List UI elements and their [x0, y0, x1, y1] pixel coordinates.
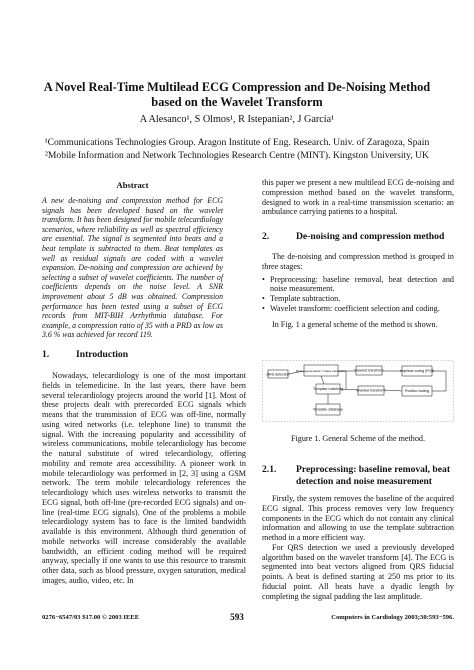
- beat-segmentation-label: Beat segmentation / Noise estimation: [296, 368, 346, 373]
- title-line-2: based on the Wavelet Transform: [151, 95, 323, 109]
- wavelet-transform-label-1: Wavelet transform: [354, 368, 384, 373]
- template-database-label: Template database: [312, 407, 344, 412]
- position-coding-label: Position coding: [404, 389, 430, 393]
- affiliations: [20, 137, 454, 162]
- title-line-1: A Novel Real-Time Multilead ECG Compression and De-Noising Method: [43, 80, 431, 94]
- right-column-intro: [262, 178, 454, 217]
- authors: A Alesanco¹, S Olmos¹, R Istepanian², J García¹: [139, 114, 335, 125]
- section-1-paragraph: Nowadays, telecardiology is one of the most important fields in telemedicine. In the last years, there have been several telecardiology projects around the world [1]. Most of these projects dealt with prerecorded ECG signals which means that the transmission of ECG was off-line, normally using wired networks (i.e. telephone line) to transmit the signal. With the increasing popularity and accessibility of wireless communications, mobile telecardiology has become the natural substitute of wired telecardiology, offering mobility and remote area accessibility. A pioneer work in mobile telecardiology was performed in [2, 3] using a GSM network. The term mobile telecardiology references the telecardiology which uses wireless networks to transmit the ECG signal, both off-line (pre-recorded ECG signals) and on-line (real-time ECG signals). One of the problems a mobile telecardiology system has to face is the limited bandwidth available is this environment. Although third generation of mobile networks will increase considerably the available bandwidth, an efficient coding method will be required anyway, specially if one wants to use this resource to transmit other data, such as blood pressure, oxygen saturation, medical images, audio, video, etc. In: [42, 371, 246, 585]
- affiliation-1: ¹Communications Technologies Group. Aragon Institute of Eng. Research. Univ. of Zaragoza, Spain: [44, 137, 430, 148]
- abstract-heading: Abstract: [116, 180, 149, 190]
- footer-citation: Computers in Cardiology 2003;30:593−596.: [331, 614, 454, 621]
- qrs-detection-label: QRS detection: [266, 372, 290, 377]
- affiliation-2: ²Mobile Information and Network Technologies Research Centre (MINT). Kingston University, UK: [44, 149, 429, 161]
- intro-continuation: this paper we present a new multilead ECG de-noising and compression method based on the wavelet transform, designed to work in a real-time transmission scenario: an ambulance carrying patients to a hospital.: [262, 178, 454, 217]
- section-2-heading: [262, 231, 454, 243]
- list-item-text: Template subtraction.: [270, 294, 341, 303]
- footer-copyright: 0276−6547/03 $17.00 © 2003 IEEE: [42, 614, 140, 621]
- abstract-text: A new de-noising and compression method for ECG signals has been developed based on the wavelet transform. It has been designed for mobile telecardiology scenarios, where reliability as well as spectral efficiency are essential. The signal is segmented into beats and a beat template is subtracted to them. Beat templates as well as residual signals are coded with a wavelet expansion. De-noising and compression are achieved by selecting a subset of wavelet coefficients. The number of coefficients depends on the noise level. A SNR improvement about 5 dB was obtained. Compression performance has been tested using a subset of ECG records from MIT-BIH Arrhythmia database. For example, a compression ratio of 35 with a PRD as low as 3.6 % was achieved for record 119.: [42, 196, 223, 340]
- section-2-number: 2.: [262, 231, 270, 242]
- section-2-title: De-noising and compression method: [296, 231, 445, 242]
- section-2-body: [262, 252, 454, 329]
- section-2-1-paragraph-2: For QRS detection we used a previously developed algorithm based on the wavelet transform [4]. The ECG is segmented into beat vectors aligned from QRS fiducial points. A beat is defined starting at 250 ms prior to its fiducial point. All beats have a dyadic length by completing the signal padding the last amplitude.: [262, 542, 454, 601]
- section-1-body: [42, 371, 246, 586]
- section-1-heading: [42, 349, 246, 361]
- section-2-1-number: 2.1.: [262, 464, 277, 475]
- section-2-1-title: Preprocessing: baseline removal, beat detection and noise measurement: [296, 464, 451, 487]
- paper-title: [20, 80, 454, 110]
- figure-1-diagram: [262, 360, 454, 422]
- stage-list: [262, 275, 454, 314]
- figure-reference: In Fig. 1 a general scheme of the method is shown.: [272, 319, 438, 329]
- section-2-paragraph: The de-noising and compression method is grouped in three stages:: [262, 252, 454, 271]
- list-item: • Preprocessing: baseline removal, beat detection and noise measurement.: [262, 274, 454, 294]
- wavelet-transform-label-2: Wavelet transform: [356, 388, 386, 393]
- list-item-text: Wavelet transform: coefficient selection and coding.: [270, 303, 440, 313]
- section-2-1-body: [262, 494, 454, 601]
- template-matching-label: Template matching: [312, 387, 344, 391]
- amplitude-coding-label: Amplitude coding (PCM): [399, 369, 435, 373]
- section-2-1-heading: [262, 464, 454, 487]
- list-item: • Wavelet transform: coefficient selection and coding.: [262, 303, 440, 313]
- page-number: 593: [230, 612, 244, 622]
- list-item-text: Preprocessing: baseline removal, beat detection and noise measurement.: [270, 274, 454, 294]
- list-item: • Template subtraction.: [262, 294, 341, 303]
- section-1-title: Introduction: [76, 349, 129, 360]
- section-1-number: 1.: [42, 349, 50, 360]
- section-2-1-paragraph-1: Firstly, the system removes the baseline of the acquired ECG signal. This process removes very low frequency components in the ECG which do not contain any clinical information and allowing to use the template subtraction method in a more efficient way.: [262, 494, 454, 542]
- figure-1-caption: Figure 1. General Scheme of the method.: [290, 434, 426, 443]
